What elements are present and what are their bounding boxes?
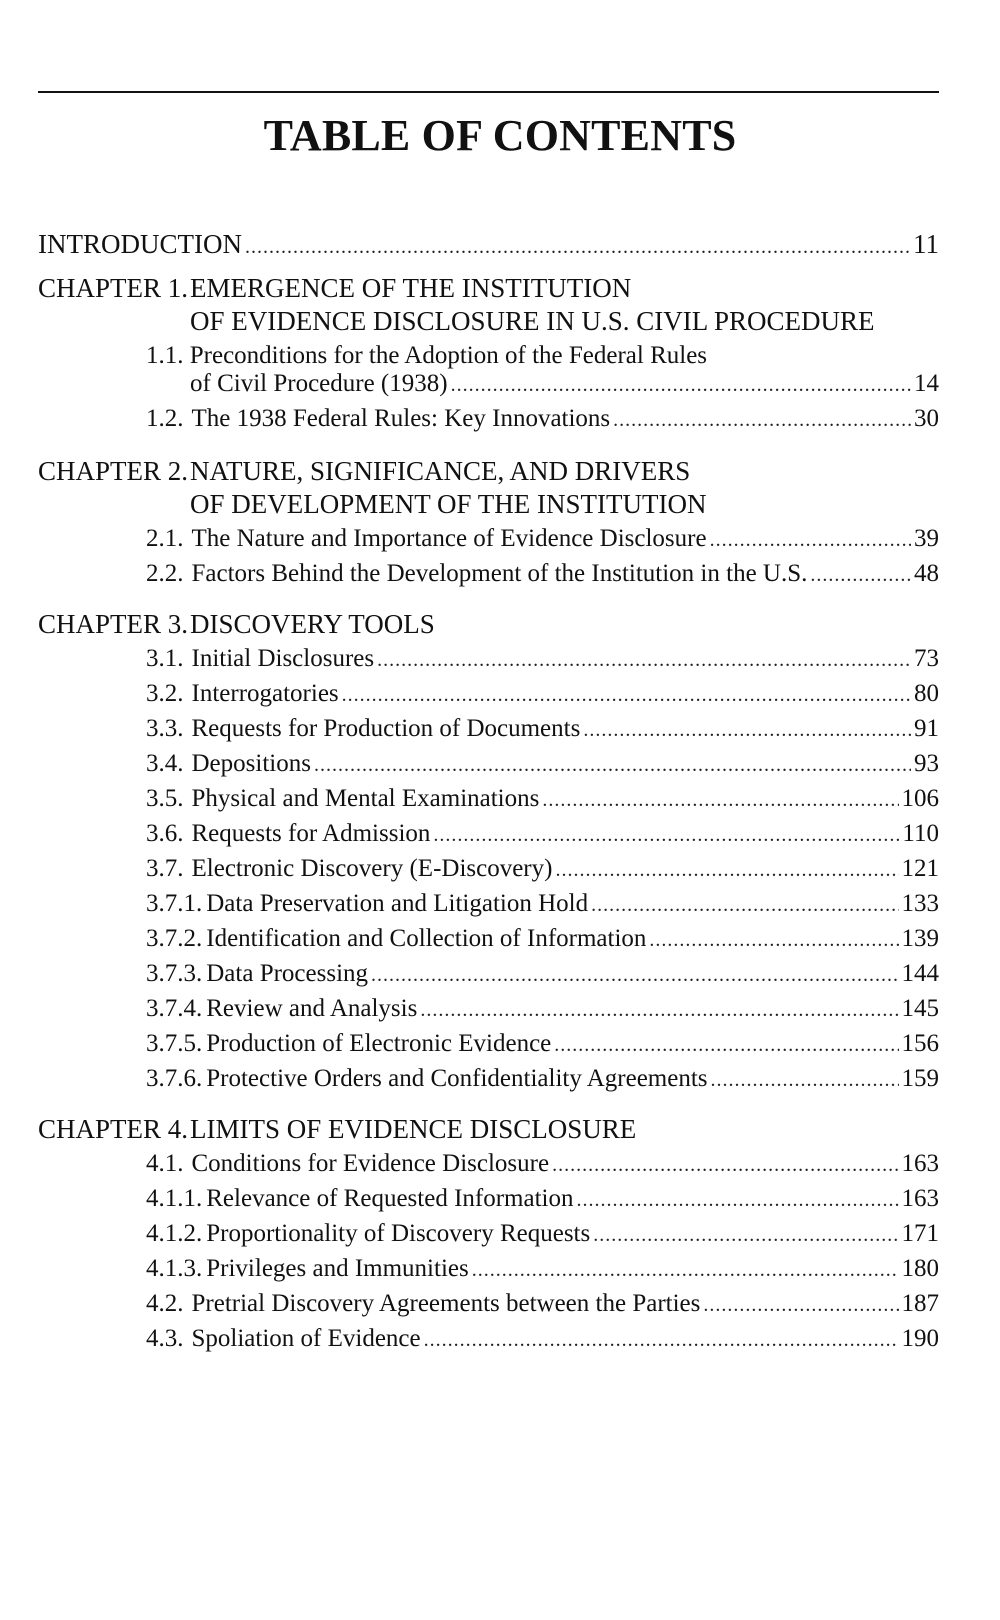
section-number: 3.7.2. [146, 925, 203, 952]
toc-entry[interactable] [38, 957, 939, 991]
toc-page-number: 145 [901, 995, 939, 1022]
toc-page-number: 91 [914, 715, 939, 742]
section-title: Depositions [191, 750, 311, 777]
toc-entry[interactable] [38, 1322, 939, 1356]
dot-leader [433, 818, 899, 852]
toc-entry[interactable] [38, 1027, 939, 1061]
section-number: 3.7.4. [146, 995, 203, 1022]
toc-page-number: 39 [914, 525, 939, 552]
toc-entry[interactable] [38, 817, 939, 851]
dot-leader [810, 558, 911, 592]
toc-entry[interactable] [38, 1062, 939, 1096]
section-title: Requests for Production of Documents [191, 715, 581, 742]
dot-leader [613, 403, 911, 437]
section-number: 3.3. [146, 715, 184, 742]
section-number: 3.1. [146, 645, 184, 672]
chapter-heading[interactable] [38, 1112, 939, 1146]
section-title: Production of Electronic Evidence [206, 1030, 552, 1057]
toc-entry-label: INTRODUCTION [38, 229, 242, 259]
chapter-title-line: EMERGENCE OF THE INSTITUTION [190, 273, 632, 303]
toc-entry[interactable] [38, 712, 939, 746]
section-number: 1.2. [146, 405, 184, 432]
section-number: 4.1.2. [146, 1220, 203, 1247]
dot-leader [472, 1253, 899, 1287]
chapter-title-line: NATURE, SIGNIFICANCE, AND DRIVERS [190, 456, 691, 486]
section-number: 3.5. [146, 785, 184, 812]
section-number: 4.3. [146, 1325, 184, 1352]
section-number: 4.2. [146, 1290, 184, 1317]
section-number: 3.2. [146, 680, 184, 707]
section-number: 3.7.6. [146, 1065, 203, 1092]
toc-entry[interactable] [38, 852, 939, 886]
section-title: Physical and Mental Examinations [191, 785, 540, 812]
toc-page-number: 11 [913, 229, 939, 259]
toc-entry[interactable] [38, 557, 939, 591]
toc-entry[interactable] [38, 1147, 939, 1181]
section-number: 2.2. [146, 560, 184, 587]
dot-leader [554, 1028, 898, 1062]
toc-page-number: 163 [901, 1185, 939, 1212]
chapter-number: CHAPTER 3. [38, 609, 189, 639]
dot-leader [342, 678, 911, 712]
toc-page-number: 159 [901, 1065, 939, 1092]
dot-leader [377, 643, 911, 677]
dot-leader [371, 958, 898, 992]
toc-entry[interactable] [38, 1287, 939, 1321]
chapter-heading[interactable] [38, 607, 939, 641]
dot-leader [542, 783, 898, 817]
section-title: The Nature and Importance of Evidence Disclosure [191, 525, 707, 552]
toc-page-number: 187 [901, 1290, 939, 1317]
section-number: 4.1.3. [146, 1255, 203, 1282]
toc-page-number: 180 [901, 1255, 939, 1282]
chapter-title-line: LIMITS OF EVIDENCE DISCLOSURE [190, 1114, 637, 1144]
page-title: TABLE OF CONTENTS [263, 111, 737, 160]
toc-page-number: 14 [914, 370, 939, 397]
section-title: Privileges and Immunities [206, 1255, 469, 1282]
dot-leader [591, 888, 898, 922]
section-title: Proportionality of Discovery Requests [206, 1220, 591, 1247]
dot-leader [703, 1288, 898, 1322]
toc-page-number: 171 [901, 1220, 939, 1247]
toc-entry[interactable] [38, 922, 939, 956]
section-title: Electronic Discovery (E-Discovery) [191, 855, 553, 882]
toc-entry[interactable] [38, 1252, 939, 1286]
chapter-title-line: DISCOVERY TOOLS [190, 609, 435, 639]
toc-page-number: 106 [901, 785, 939, 812]
toc-page-number: 110 [902, 820, 939, 847]
section-title: Review and Analysis [206, 995, 418, 1022]
section-number: 3.7.3. [146, 960, 203, 987]
section-number: 3.7.5. [146, 1030, 203, 1057]
chapter-title-line: OF DEVELOPMENT OF THE INSTITUTION [190, 489, 707, 519]
section-number: 4.1.1. [146, 1185, 203, 1212]
toc-page-number: 133 [901, 890, 939, 917]
dot-leader [451, 368, 911, 402]
toc-page-number: 30 [914, 405, 939, 432]
toc-page-number: 73 [914, 645, 939, 672]
section-title: Conditions for Evidence Disclosure [191, 1150, 550, 1177]
section-title: Relevance of Requested Information [206, 1185, 574, 1212]
section-number: 3.4. [146, 750, 184, 777]
section-number: 2.1. [146, 525, 184, 552]
section-number: 3.7. [146, 855, 184, 882]
toc-page-number: 121 [901, 855, 939, 882]
chapter-heading[interactable] [38, 271, 939, 305]
chapter-number: CHAPTER 4. [38, 1114, 189, 1144]
toc-entry[interactable] [38, 402, 939, 436]
dot-leader [711, 1063, 899, 1097]
toc-page-number: 93 [914, 750, 939, 777]
toc-entry[interactable] [38, 887, 939, 921]
toc-page-number: 80 [914, 680, 939, 707]
section-title: of Civil Procedure (1938) [190, 370, 448, 397]
section-title: Pretrial Discovery Agreements between the Parties [191, 1290, 701, 1317]
section-title: Initial Disclosures [191, 645, 375, 672]
dot-leader [424, 1323, 899, 1357]
dot-leader [593, 1218, 898, 1252]
chapter-heading-continued [38, 304, 939, 338]
chapter-title-line: OF EVIDENCE DISCLOSURE IN U.S. CIVIL PROCEDURE [190, 306, 875, 336]
toc-page-number: 48 [914, 560, 939, 587]
toc-entry[interactable] [38, 522, 939, 556]
chapter-number: CHAPTER 1. [38, 273, 189, 303]
dot-leader [649, 923, 898, 957]
dot-leader [420, 993, 898, 1027]
toc-entry[interactable] [38, 992, 939, 1026]
dot-leader [552, 1148, 898, 1182]
top-rule [38, 91, 939, 93]
section-title: Identification and Collection of Information [206, 925, 647, 952]
toc-entry[interactable] [38, 642, 939, 676]
toc-entry[interactable] [38, 1182, 939, 1216]
section-title: Spoliation of Evidence [191, 1325, 421, 1352]
toc-entry[interactable] [38, 782, 939, 816]
section-title: Factors Behind the Development of the Institution in the U.S. [191, 560, 808, 587]
section-title: Protective Orders and Confidentiality Agreements [206, 1065, 708, 1092]
section-title: Preconditions for the Adoption of the Federal Rules [189, 342, 708, 369]
toc-page-number: 156 [901, 1030, 939, 1057]
toc-entry-introduction[interactable] [38, 227, 939, 261]
dot-leader [710, 523, 911, 557]
toc-entry[interactable] [38, 677, 939, 711]
toc-page-number: 190 [901, 1325, 939, 1352]
section-title: Requests for Admission [191, 820, 431, 847]
dot-leader [583, 713, 911, 747]
dot-leader [555, 853, 898, 887]
toc-page-number: 139 [901, 925, 939, 952]
chapter-number: CHAPTER 2. [38, 456, 189, 486]
section-title: Data Preservation and Litigation Hold [206, 890, 589, 917]
toc-entry[interactable] [38, 1217, 939, 1251]
section-title: The 1938 Federal Rules: Key Innovations [191, 405, 611, 432]
section-number: 1.1. [146, 342, 184, 369]
toc-page-number: 163 [901, 1150, 939, 1177]
dot-leader [576, 1183, 898, 1217]
chapter-heading[interactable] [38, 454, 939, 488]
section-number: 4.1. [146, 1150, 184, 1177]
toc-entry-continued[interactable] [38, 367, 939, 401]
section-title: Data Processing [206, 960, 369, 987]
toc-entry[interactable] [38, 747, 939, 781]
section-number: 3.6. [146, 820, 184, 847]
dot-leader [245, 230, 910, 264]
toc-page-number: 144 [901, 960, 939, 987]
dot-leader [314, 748, 911, 782]
chapter-heading-continued [38, 487, 939, 521]
section-title: Interrogatories [191, 680, 339, 707]
section-number: 3.7.1. [146, 890, 203, 917]
